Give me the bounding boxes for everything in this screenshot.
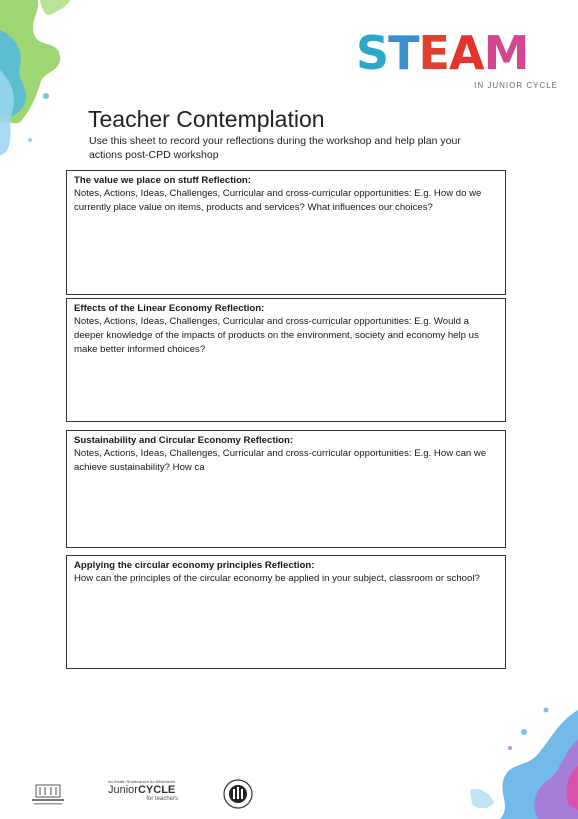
reflection-box-prompt: How can the principles of the circular economy be applied in your subject, classroom or school? (74, 573, 480, 584)
reflection-box-title: Sustainability and Circular Economy Reflection: (74, 435, 294, 446)
logo-letter-e: E (418, 26, 449, 80)
circular-emblem-logo (220, 778, 256, 810)
reflection-box-prompt: Notes, Actions, Ideas, Challenges, Curricular and cross-curricular opportunities: E.g. How do we currently place value on items, products and services? What influences our choices? (74, 188, 482, 213)
logo-letter-m: M (483, 26, 529, 80)
logo-subtitle: IN JUNIOR CYCLE (474, 81, 558, 90)
jc-brand-regular: Junior (108, 784, 138, 796)
reflection-box-prompt: Notes, Actions, Ideas, Challenges, Curricular and cross-curricular opportunities: E.g. How can we achieve sustainability? How ca (74, 448, 487, 473)
paint-splash-bottom-right (450, 670, 578, 819)
reflection-box-value[interactable] (66, 170, 506, 295)
logo-letter-t: T (388, 26, 419, 80)
logo-letter-a: A (448, 26, 484, 80)
paint-splash-top-left (0, 0, 80, 170)
reflection-box-circular-principles[interactable] (66, 555, 506, 669)
jc-brand-bold: CYCLE (137, 784, 176, 796)
logo-letter-s: S (356, 26, 389, 80)
page-title: Teacher Contemplation (88, 106, 325, 132)
jc-tagline: An tSraith Shóisearach do Mhúinteoirí (108, 779, 176, 784)
reflection-box-sustainability[interactable] (66, 430, 506, 548)
page-intro: Use this sheet to record your reflections during the workshop and help plan your actions post-CPD workshop (89, 135, 461, 161)
reflection-box-linear-economy[interactable] (66, 298, 506, 422)
jc-brand (108, 784, 178, 796)
reflection-box-title: Applying the circular economy principles Reflection: (74, 560, 315, 571)
steam-wordmark (356, 26, 566, 80)
steam-logo (356, 28, 566, 94)
reflection-box-title: Effects of the Linear Economy Reflection: (74, 303, 265, 314)
junior-cycle-logo (108, 779, 178, 802)
reflection-box-prompt: Notes, Actions, Ideas, Challenges, Curricular and cross-curricular opportunities: E.g. Would a deeper knowledge of the impacts of products on the environment, society and economy help us make better informed choices? (74, 316, 479, 355)
reflection-box-title: The value we place on stuff Reflection: (74, 175, 251, 186)
jc-sub: for teachers (146, 796, 178, 802)
department-crest-logo (30, 783, 66, 807)
